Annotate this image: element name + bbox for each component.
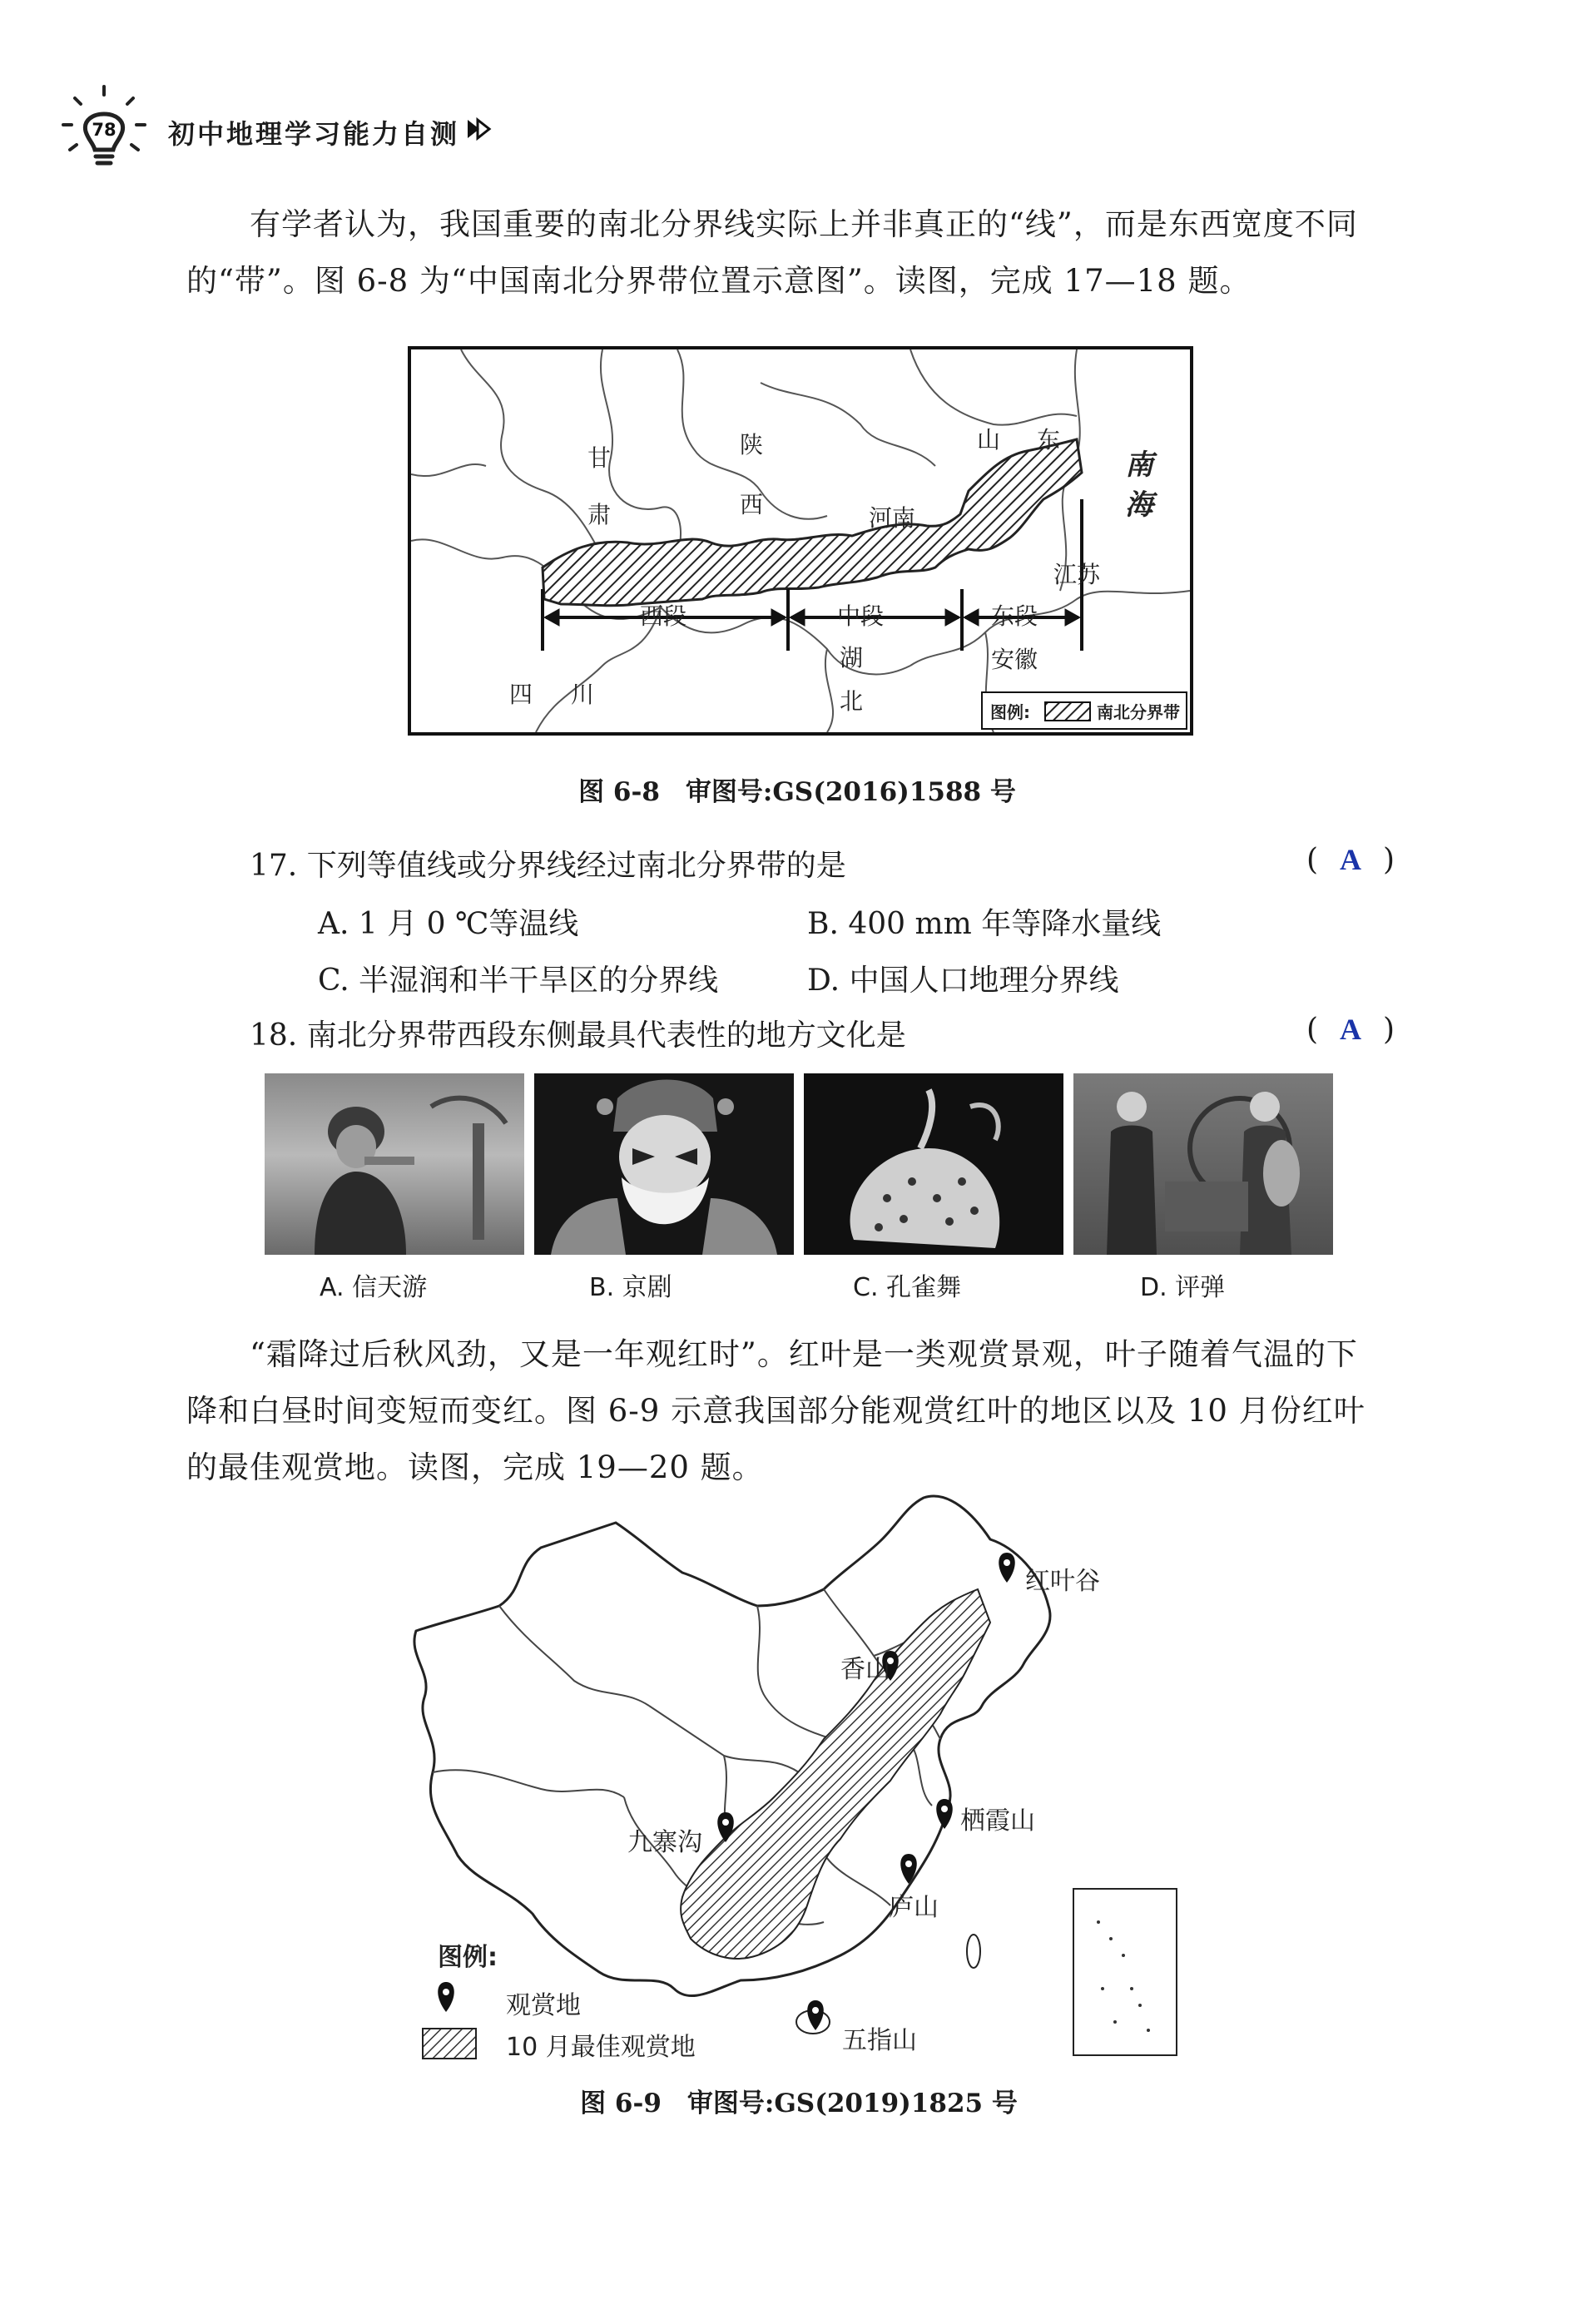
label-lushan: 庐山 xyxy=(889,1893,939,1922)
intro-paragraph-2 xyxy=(186,1326,1418,1496)
intro-1-line-1: 有学者认为，我国重要的南北分界线实际上并非真正的“线”，而是东西宽度不同 xyxy=(250,206,1358,242)
q18-option-d: D. 评弹 xyxy=(1140,1273,1226,1302)
label-shaanxi-2: 西 xyxy=(740,491,764,518)
figure-6-9-svg xyxy=(408,1489,1190,2072)
label-sichuan-1: 四 xyxy=(509,681,533,708)
question-18 xyxy=(250,1012,1415,1053)
figure-6-8-svg xyxy=(411,349,1190,732)
label-anhui: 安徽 xyxy=(991,646,1038,673)
photo-xintianyou xyxy=(265,1073,524,1255)
fig69-legend-marker: 观赏地 xyxy=(506,1991,581,2020)
page-number: 78 xyxy=(92,120,116,140)
page-header xyxy=(58,83,558,175)
photo-peking-opera xyxy=(534,1073,794,1255)
fig69-legend-area: 10 月最佳观赏地 xyxy=(506,2033,696,2062)
label-qixiashan: 栖霞山 xyxy=(960,1806,1035,1836)
q17-stem: 17. 下列等值线或分界线经过南北分界带的是 xyxy=(250,849,846,883)
book-title: 初中地理学习能力自测 xyxy=(168,118,460,150)
q18-option-b: B. 京剧 xyxy=(589,1273,672,1302)
q18-option-c: C. 孔雀舞 xyxy=(853,1273,962,1302)
q17-option-c: C. 半湿润和半干旱区的分界线 xyxy=(318,964,719,998)
label-jiuzhaigou: 九寨沟 xyxy=(627,1828,702,1857)
intro-2-line-3: 的最佳观赏地。读图，完成 19—20 题。 xyxy=(186,1449,764,1485)
figure-6-9-caption: 图 6-9 审图号:GS(2019)1825 号 xyxy=(580,2089,1018,2118)
label-shaanxi-1: 陕 xyxy=(740,431,764,458)
fig68-legend-title: 图例: xyxy=(990,702,1030,722)
intro-2-line-2: 降和白昼时间变短而变红。图 6-9 示意我国部分能观赏红叶的地区以及 10 月份红叶 xyxy=(186,1393,1366,1429)
label-shandong-1: 山 xyxy=(977,426,1001,453)
q18-stem: 18. 南北分界带西段东侧最具代表性的地方文化是 xyxy=(250,1018,906,1053)
question-17 xyxy=(250,842,1415,884)
label-gansu-2: 肃 xyxy=(587,501,612,528)
intro-paragraph-1 xyxy=(186,196,1418,310)
q17-answer: A xyxy=(1340,843,1362,876)
north-south-belt xyxy=(543,439,1082,606)
label-nanhai-2: 海 xyxy=(1125,488,1153,522)
label-jiangsu: 江苏 xyxy=(1053,561,1101,588)
label-sichuan-2: 川 xyxy=(571,681,595,708)
label-wuzhishan: 五指山 xyxy=(842,2026,917,2055)
label-west-segment: 西段 xyxy=(640,602,687,630)
taiwan-island xyxy=(967,1935,980,1968)
figure-6-9-map xyxy=(408,1489,1190,2072)
q17-option-b: B. 400 mm 年等降水量线 xyxy=(807,907,1162,941)
label-shandong-2: 东 xyxy=(1037,426,1061,453)
q18-answer-bracket: ( A ) xyxy=(1306,1013,1395,1047)
q18-option-a: A. 信天游 xyxy=(320,1273,428,1302)
label-henan: 河南 xyxy=(869,504,916,532)
fig68-legend xyxy=(982,692,1187,729)
map-pin-icon xyxy=(438,1982,454,2012)
intro-2-line-1: “霜降过后秋风劲，又是一年观红时”。红叶是一类观赏景观，叶子随着气温的下 xyxy=(250,1336,1358,1372)
label-hongyegu: 红叶谷 xyxy=(1025,1567,1100,1596)
fig68-legend-item: 南北分界带 xyxy=(1097,702,1180,722)
q18-answer: A xyxy=(1340,1013,1362,1046)
lightbulb-icon xyxy=(58,83,150,175)
label-hubei-2: 北 xyxy=(840,687,864,715)
photo-peacock-dance xyxy=(804,1073,1063,1255)
label-gansu-1: 甘 xyxy=(587,444,612,472)
arrow-right-icon xyxy=(464,116,493,141)
south-sea-inset xyxy=(1073,1889,1177,2055)
q17-option-d: D. 中国人口地理分界线 xyxy=(807,964,1119,998)
label-xiangshan: 香山 xyxy=(840,1655,890,1684)
label-mid-segment: 中段 xyxy=(837,602,885,630)
label-east-segment: 东段 xyxy=(991,602,1038,630)
q17-option-a: A. 1 月 0 ℃等温线 xyxy=(318,907,579,941)
photo-pingtan xyxy=(1073,1073,1333,1255)
q17-answer-bracket: ( A ) xyxy=(1306,843,1395,877)
label-hubei-1: 湖 xyxy=(840,644,864,671)
fig69-legend-title: 图例: xyxy=(438,1943,498,1972)
figure-6-8-caption: 图 6-8 审图号:GS(2016)1588 号 xyxy=(578,777,1016,807)
intro-1-line-2: 的“带”。图 6-8 为“中国南北分界带位置示意图”。读图，完成 17—18 题。 xyxy=(186,263,1252,299)
figure-6-8-map xyxy=(408,346,1193,736)
label-nanhai-1: 南 xyxy=(1125,448,1153,482)
